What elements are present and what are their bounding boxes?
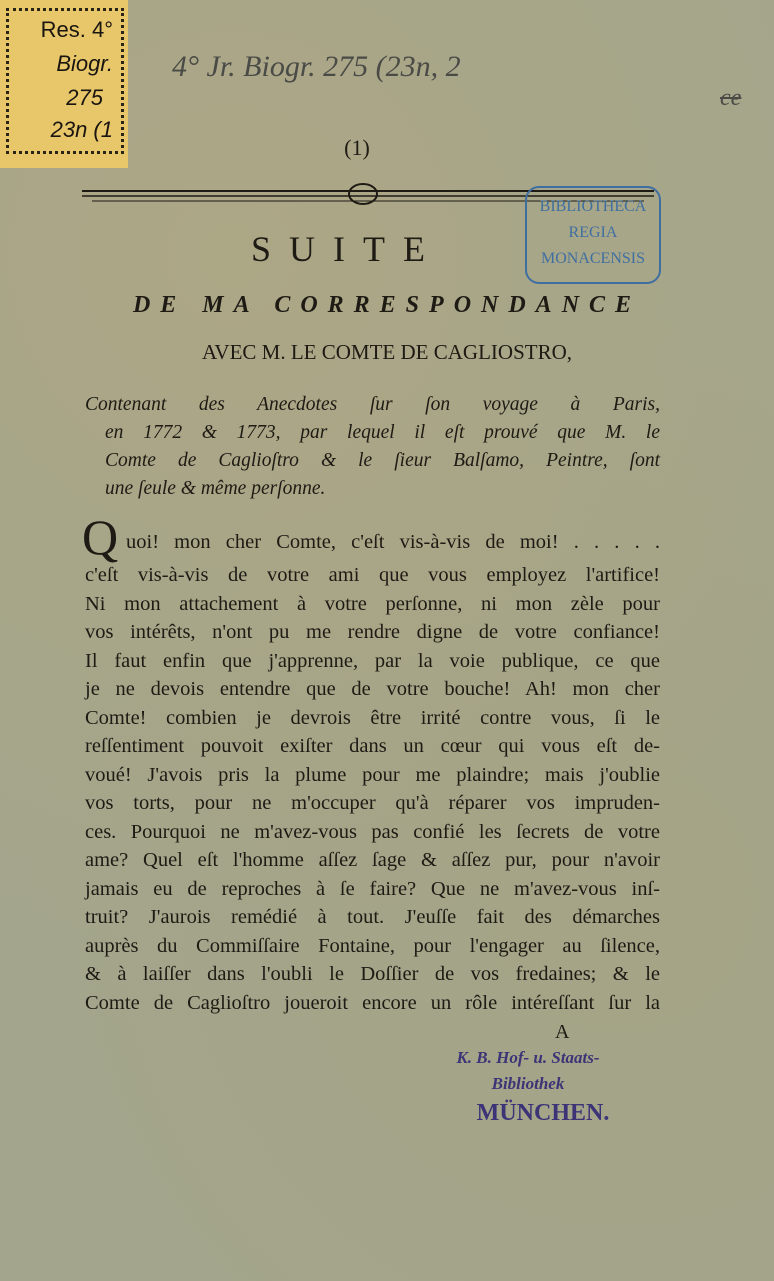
stamp-line: BIBLIOTHECA [539, 198, 647, 215]
body-line: Comte de Caglioſtro joueroit encore un rôle intéreſſant ſur la [85, 991, 660, 1014]
body-line: je ne devois entendre que de votre bouche! Ah! mon cher [85, 678, 660, 700]
summary-line: Contenant des Anecdotes ſur ſon voyage à Paris, [85, 394, 660, 415]
label-line: Biogr. [56, 51, 113, 76]
title-sub: DE MA CORRESPONDANCE [132, 292, 642, 318]
title-with: AVEC M. LE COMTE DE CAGLIOSTRO, [201, 340, 573, 364]
body-line: vos intérêts, n'ont pu me rendre digne de votre confiance! [85, 621, 660, 643]
body-line: auprès du Commiſſaire Fontaine, pour l'engager au ſilence, [85, 934, 660, 957]
body-line: Comte! combien je devrois être irrité contre vous, ſi le [85, 706, 660, 729]
title-main: SUITE [251, 229, 443, 269]
body-line: Il faut enfin que j'apprenne, par la voie publique, ce que [85, 649, 660, 672]
stamp-line: MÜNCHEN. [476, 1099, 610, 1126]
stamp-line: REGIA [568, 224, 618, 241]
stamp-line: MONACENSIS [540, 250, 645, 267]
summary-line: une ſeule & même perſonne. [105, 478, 326, 499]
label-line: 23n (1 [50, 117, 113, 142]
body-line: uoi! mon cher Comte, c'eſt vis-à-vis de moi! . . . . . [126, 531, 660, 553]
body-line: jamais eu de reproches à ſe faire? Que ne m'avez-vous inſ- [85, 877, 660, 900]
body-line: Ni mon attachement à votre perſonne, ni mon zèle pour [85, 592, 660, 615]
stamp-line: K. B. Hof- u. Staats- [456, 1048, 600, 1067]
page-number: (1) [344, 135, 370, 160]
label-line: Res. 4° [40, 17, 113, 42]
signature-mark: A [555, 1021, 570, 1043]
summary-line: Comte de Caglioſtro & le ſieur Balſamo, Peintre, ſont [105, 450, 660, 471]
stamp-line: Bibliothek [491, 1074, 565, 1094]
body-line: voué! J'avois pris la plume pour me plaindre; mais j'oublie [85, 763, 660, 786]
body-line: truit? J'aurois remédié à tout. J'euſſe fait des démarches [85, 906, 660, 928]
handwritten-shelfmark: 4° Jr. Biogr. 275 (23n, 2 [172, 50, 461, 83]
body-line: ame? Quel eſt l'homme aſſez ſage & aſſez pur, pour n'avoir [85, 849, 660, 871]
body-line: c'eſt vis-à-vis de votre ami que vous employez l'artifice! [85, 564, 660, 586]
body-line: reſſentiment pouvoit exiſter dans un cœur qui vous eſt de- [85, 735, 660, 757]
body-line: & à laiſſer dans l'oubli le Doſſier de vos fredaines; & le [85, 963, 660, 985]
body-line: ces. Pourquoi ne m'avez-vous pas confié les ſecrets de votre [85, 820, 660, 843]
label-line: 275 [66, 85, 103, 110]
ownership-stamp [418, 1048, 638, 1128]
drop-cap: Q [82, 509, 119, 565]
body-line: vos torts, pour ne m'occuper qu'à réparer vos impruden- [85, 792, 660, 814]
summary-line: en 1772 & 1773, par lequel il eſt prouvé que M. le [105, 422, 660, 443]
handwritten-margin-mark: ce [720, 85, 742, 111]
